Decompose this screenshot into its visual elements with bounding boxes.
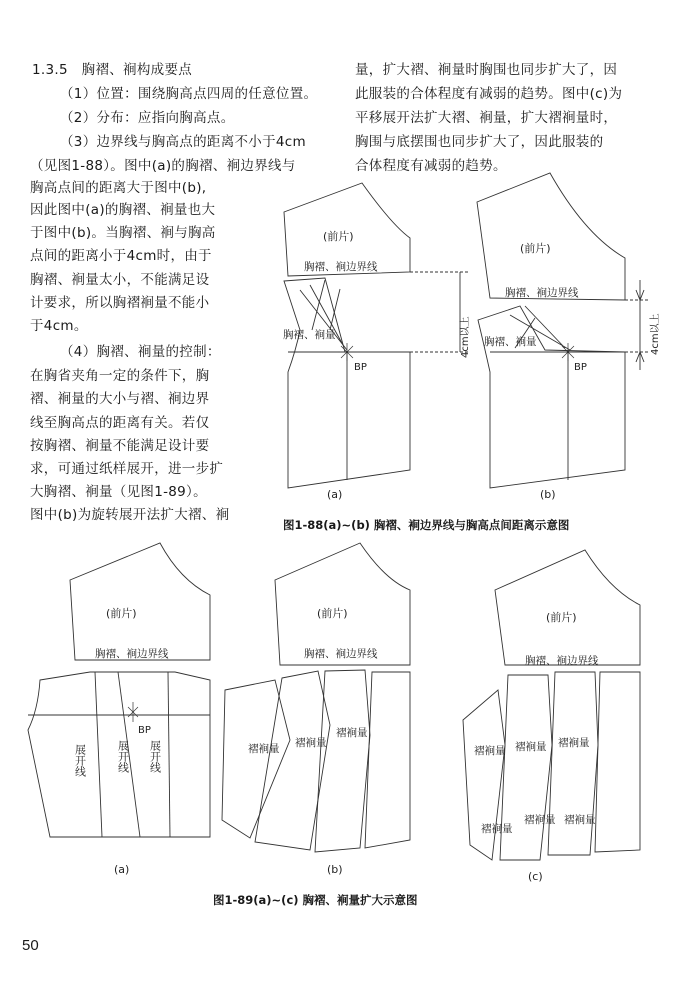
text-line: （见图1-88）。图中(a)的胸褶、裥边界线与 [30,158,296,174]
expand-line-label: 展开线 [73,744,87,777]
subfig-label: (a) [114,863,130,876]
text-line: 量，扩大褶、裥量时胸围也同步扩大了，因 [355,62,618,78]
distance-label: 4cm以上 [460,316,471,358]
text-line: 大胸褶、裥量（见图1-89）。 [30,484,207,500]
boundary-label: 胸褶、裥边界线 [304,261,378,273]
text-line: 在胸省夹角一定的条件下，胸 [30,368,210,384]
page-number: 50 [22,937,39,954]
pleat-label: 褶裥量 [295,737,327,749]
front-label: (前片) [546,611,577,624]
text-line: 点间的距离小于4cm时，由于 [30,248,212,264]
boundary-label: 胸褶、裥边界线 [525,655,599,667]
bp-label: BP [138,725,151,736]
figure-caption-1-89: 图1-89(a)~(c) 胸褶、裥量扩大示意图 [213,893,418,907]
pleat-label: 褶裥量 [515,741,547,753]
text-line: 平移展开法扩大褶、裥量，扩大褶裥量时， [355,110,618,126]
text-line: （4）胸褶、裥量的控制： [60,344,221,360]
subfig-label: (a) [327,488,343,501]
distance-label: 4cm以上 [650,313,661,355]
pleat-label: 褶裥量 [474,745,506,757]
front-label: (前片) [317,607,348,620]
text-line: （1）位置：围绕胸高点四周的任意位置。 [60,86,318,102]
pleat-label: 褶裥量 [564,814,596,826]
text-line: 胸高点间的距离大于图中(b), [30,180,207,196]
text-line: 合体程度有减弱的趋势。 [355,158,507,174]
fig89b-pattern [222,543,410,852]
expand-line-label: 展开线 [148,740,162,773]
text-line: 胸围与底摆围也同步扩大了，因此服装的 [355,134,604,150]
text-line: 求，可通过纸样展开，进一步扩 [30,461,224,477]
fig88b-pattern [477,173,650,488]
front-label: (前片) [106,607,137,620]
subfig-label: (b) [540,488,556,501]
text-line: 褶、裥量的大小与褶、裥边界 [30,391,210,407]
boundary-label: 胸褶、裥边界线 [304,648,378,660]
text-line: 此服装的合体程度有减弱的趋势。图中(c)为 [355,86,623,102]
text-line: （2）分布：应指向胸高点。 [60,110,235,126]
pleat-label: 胸褶、裥量 [484,336,537,348]
text-line: （3）边界线与胸高点的距离不小于4cm [60,134,306,150]
text-line: 因此图中(a)的胸褶、裥量也大 [30,202,216,218]
text-line: 胸褶、裥量太小，不能满足设 [30,272,210,288]
figure-caption-1-88: 图1-88(a)~(b) 胸褶、裥边界线与胸高点间距离示意图 [283,518,570,532]
boundary-label: 胸褶、裥边界线 [95,648,169,660]
text-line: 图中(b)为旋转展开法扩大褶、裥 [30,507,230,523]
text-line: 于图中(b)。当胸褶、裥与胸高 [30,225,216,241]
bp-label: BP [574,362,587,373]
text-line: 计要求，所以胸褶裥量不能小 [30,295,210,311]
text-line: 于4cm。 [30,318,88,334]
text-line: 线至胸高点的距离有关。若仅 [30,415,210,431]
front-label: (前片) [323,230,354,243]
bp-label: BP [354,362,367,373]
pleat-label: 褶裥量 [524,814,556,826]
subfig-label: (c) [528,870,543,883]
text-line: 按胸褶、裥量不能满足设计要 [30,438,210,454]
section-heading: 1.3.5 胸褶、裥构成要点 [32,62,193,78]
subfig-label: (b) [327,863,343,876]
expand-line-label: 展开线 [116,740,130,773]
front-label: (前片) [520,242,551,255]
fig89a-pattern [28,543,210,837]
pleat-label: 褶裥量 [336,727,368,739]
pleat-label: 胸褶、裥量 [283,329,336,341]
pleat-label: 褶裥量 [481,823,513,835]
pleat-label: 褶裥量 [558,737,590,749]
boundary-label: 胸褶、裥边界线 [505,287,579,299]
pleat-label: 褶裥量 [248,743,280,755]
